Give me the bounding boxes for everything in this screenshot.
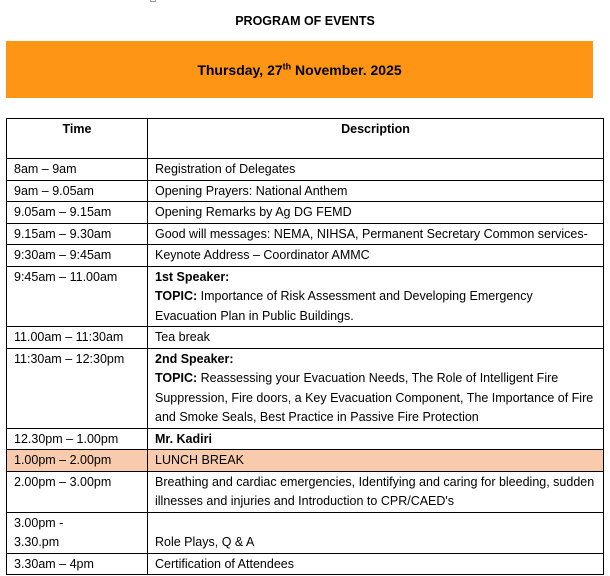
description-line xyxy=(155,555,596,575)
time-cell: 1.00pm – 2.00pm xyxy=(7,450,148,472)
description-text: Importance of Risk Assessment and Developing Emergency Evacuation Plan in Public Buildings. xyxy=(155,289,533,323)
description-line xyxy=(155,246,596,266)
time-line: 3.00pm - xyxy=(14,515,64,530)
description-text: Registration of Delegates xyxy=(155,162,296,176)
description-line xyxy=(155,160,596,180)
description-text: LUNCH BREAK xyxy=(155,453,244,467)
time-cell: 11.00am – 11:30am xyxy=(7,327,148,349)
anchor-marker-icon xyxy=(150,0,156,2)
table-row xyxy=(7,471,604,512)
description-cell xyxy=(148,553,604,575)
description-cell xyxy=(148,471,604,512)
description-line xyxy=(155,369,596,428)
description-column-header: Description xyxy=(148,119,604,159)
description-line xyxy=(155,473,596,512)
table-row xyxy=(7,327,604,349)
description-line xyxy=(155,350,596,370)
time-cell: 9.05am – 9.15am xyxy=(7,202,148,224)
table-row xyxy=(7,428,604,450)
time-column-header: Time xyxy=(7,119,148,159)
table-row xyxy=(7,202,604,224)
description-line xyxy=(155,514,596,534)
description-line xyxy=(155,328,596,348)
description-label: 1st Speaker: xyxy=(155,269,230,284)
table-row xyxy=(7,266,604,327)
date-prefix: Thursday, 27 xyxy=(197,61,283,78)
time-cell: 8am – 9am xyxy=(7,159,148,181)
table-row xyxy=(7,450,604,472)
description-text: Opening Prayers: National Anthem xyxy=(155,183,348,198)
description-text: Role Plays, Q & A xyxy=(155,535,255,549)
table-row xyxy=(7,159,604,181)
description-cell xyxy=(148,180,604,202)
table-row xyxy=(7,223,604,245)
table-row xyxy=(7,512,604,553)
description-cell xyxy=(148,223,604,245)
time-line: 3.30.pm xyxy=(14,535,60,549)
date-banner-text xyxy=(197,62,401,78)
description-text: Reassessing your Evacuation Needs, The Role of Intelligent Fire Suppression, Fire doors, a Key Evacuation Component, The Importance of Fire and Smoke Seals, Best Practice in Passive Fire Protection xyxy=(155,371,594,424)
description-label: Mr. Kadiri xyxy=(155,431,212,446)
description-cell xyxy=(148,512,604,553)
events-table xyxy=(6,118,604,575)
description-cell xyxy=(148,450,604,472)
description-line xyxy=(155,430,596,450)
time-cell: 9.15am – 9.30am xyxy=(7,223,148,245)
date-suffix: November. 2025 xyxy=(291,61,402,78)
document-title: PROGRAM OF EVENTS xyxy=(235,14,375,28)
description-text: Keynote Address – Coordinator AMMC xyxy=(155,248,370,262)
table-header-row xyxy=(7,119,604,159)
time-cell: 9am – 9.05am xyxy=(7,180,148,202)
table-row xyxy=(7,553,604,575)
time-cell: 11:30am – 12:30pm xyxy=(7,348,148,428)
description-cell xyxy=(148,327,604,349)
time-cell: 2.00pm – 3.00pm xyxy=(7,471,148,512)
description-cell xyxy=(148,245,604,267)
table-row xyxy=(7,180,604,202)
table-row xyxy=(7,245,604,267)
description-cell xyxy=(148,159,604,181)
time-cell: 9:30am – 9:45am xyxy=(7,245,148,267)
description-cell xyxy=(148,202,604,224)
description-text: Certification of Attendees xyxy=(155,556,294,571)
description-cell xyxy=(148,348,604,428)
date-ordinal-suffix: th xyxy=(282,60,292,71)
time-cell xyxy=(7,512,148,553)
description-cell xyxy=(148,428,604,450)
description-line xyxy=(155,182,596,202)
description-text: Tea break xyxy=(155,330,210,344)
date-banner xyxy=(6,41,593,98)
description-text: Opening Remarks by Ag DG FEMD xyxy=(155,205,352,219)
description-line xyxy=(155,203,596,223)
description-line xyxy=(155,225,596,245)
description-text: Good will messages: NEMA, NIHSA, Permanent Secretary Common services- xyxy=(155,226,588,241)
description-line xyxy=(155,533,596,553)
time-cell: 12.30pm – 1.00pm xyxy=(7,428,148,450)
description-text: Breathing and cardiac emergencies, Identifying and caring for bleeding, sudden illnesses and injuries and Introduction to CPR/CAED's xyxy=(155,474,595,508)
description-label: TOPIC: xyxy=(155,371,198,385)
description-line xyxy=(155,451,596,471)
description-cell xyxy=(148,266,604,327)
description-label: TOPIC: xyxy=(155,289,198,303)
description-line xyxy=(155,287,596,326)
description-line xyxy=(155,268,596,288)
time-cell: 9:45am – 11.00am xyxy=(7,266,148,327)
events-table-body xyxy=(7,159,604,575)
description-label: 2nd Speaker: xyxy=(155,351,234,366)
time-cell: 3.30am – 4pm xyxy=(7,553,148,575)
table-row xyxy=(7,348,604,428)
